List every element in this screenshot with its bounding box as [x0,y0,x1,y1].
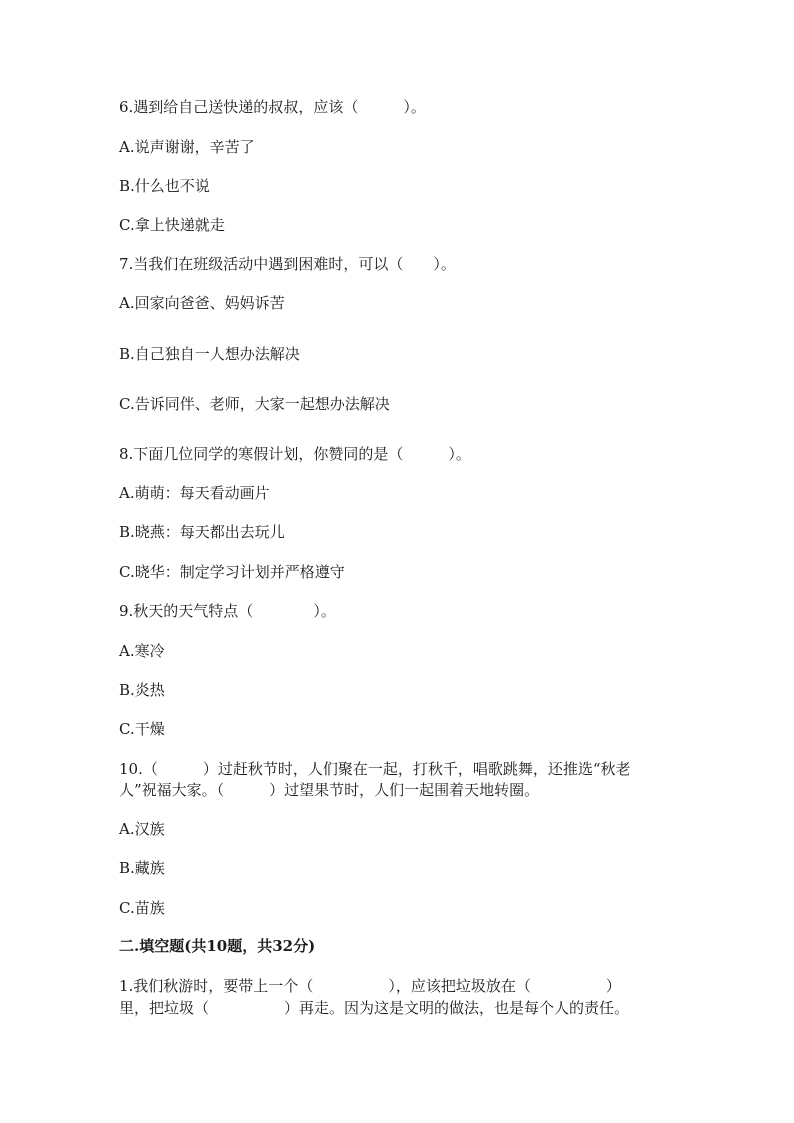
question-8-option-b: B.晓燕：每天都出去玩儿 [119,523,285,541]
question-8-stem: 8.下面几位同学的寒假计划，你赞同的是（ ）。 [119,445,471,463]
fill-question-1-line-2: 里，把垃圾（ ）再走。因为这是文明的做法，也是每个人的责任。 [119,999,630,1017]
question-7-stem: 7.当我们在班级活动中遇到困难时，可以（ ）。 [119,255,456,273]
question-10-option-a: A.汉族 [119,820,165,838]
question-8-option-c: C.晓华：制定学习计划并严格遵守 [119,563,345,581]
question-6-option-a: A.说声谢谢，辛苦了 [119,138,255,156]
question-7-option-b: B.自己独自一人想办法解决 [119,345,300,363]
question-9-option-b: B.炎热 [119,681,165,699]
question-9-option-a: A.寒冷 [119,642,165,660]
question-9-option-c: C.干燥 [119,720,165,738]
question-6-stem: 6.遇到给自己送快递的叔叔，应该（ ）。 [119,98,426,116]
section-2-heading: 二.填空题(共10题，共32分) [119,937,316,955]
question-10-option-c: C.苗族 [119,899,165,917]
question-9-stem: 9.秋天的天气特点（ ）。 [119,602,336,620]
question-10-stem-line-1: 10.（ ）过赶秋节时，人们聚在一起，打秋千，唱歌跳舞，还推选“秋老 [119,760,631,778]
question-10-stem-line-2: 人”祝福大家。（ ）过望果节时，人们一起围着天地转圈。 [119,781,540,799]
question-7-option-a: A.回家向爸爸、妈妈诉苦 [119,294,285,312]
fill-question-1-line-1: 1.我们秋游时，要带上一个（ ），应该把垃圾放在（ ） [119,977,621,995]
question-6-option-b: B.什么也不说 [119,177,210,195]
question-8-option-a: A.萌萌：每天看动画片 [119,484,270,502]
question-10-option-b: B.藏族 [119,859,165,877]
question-6-option-c: C.拿上快递就走 [119,216,225,234]
question-7-option-c: C.告诉同伴、老师，大家一起想办法解决 [119,395,390,413]
